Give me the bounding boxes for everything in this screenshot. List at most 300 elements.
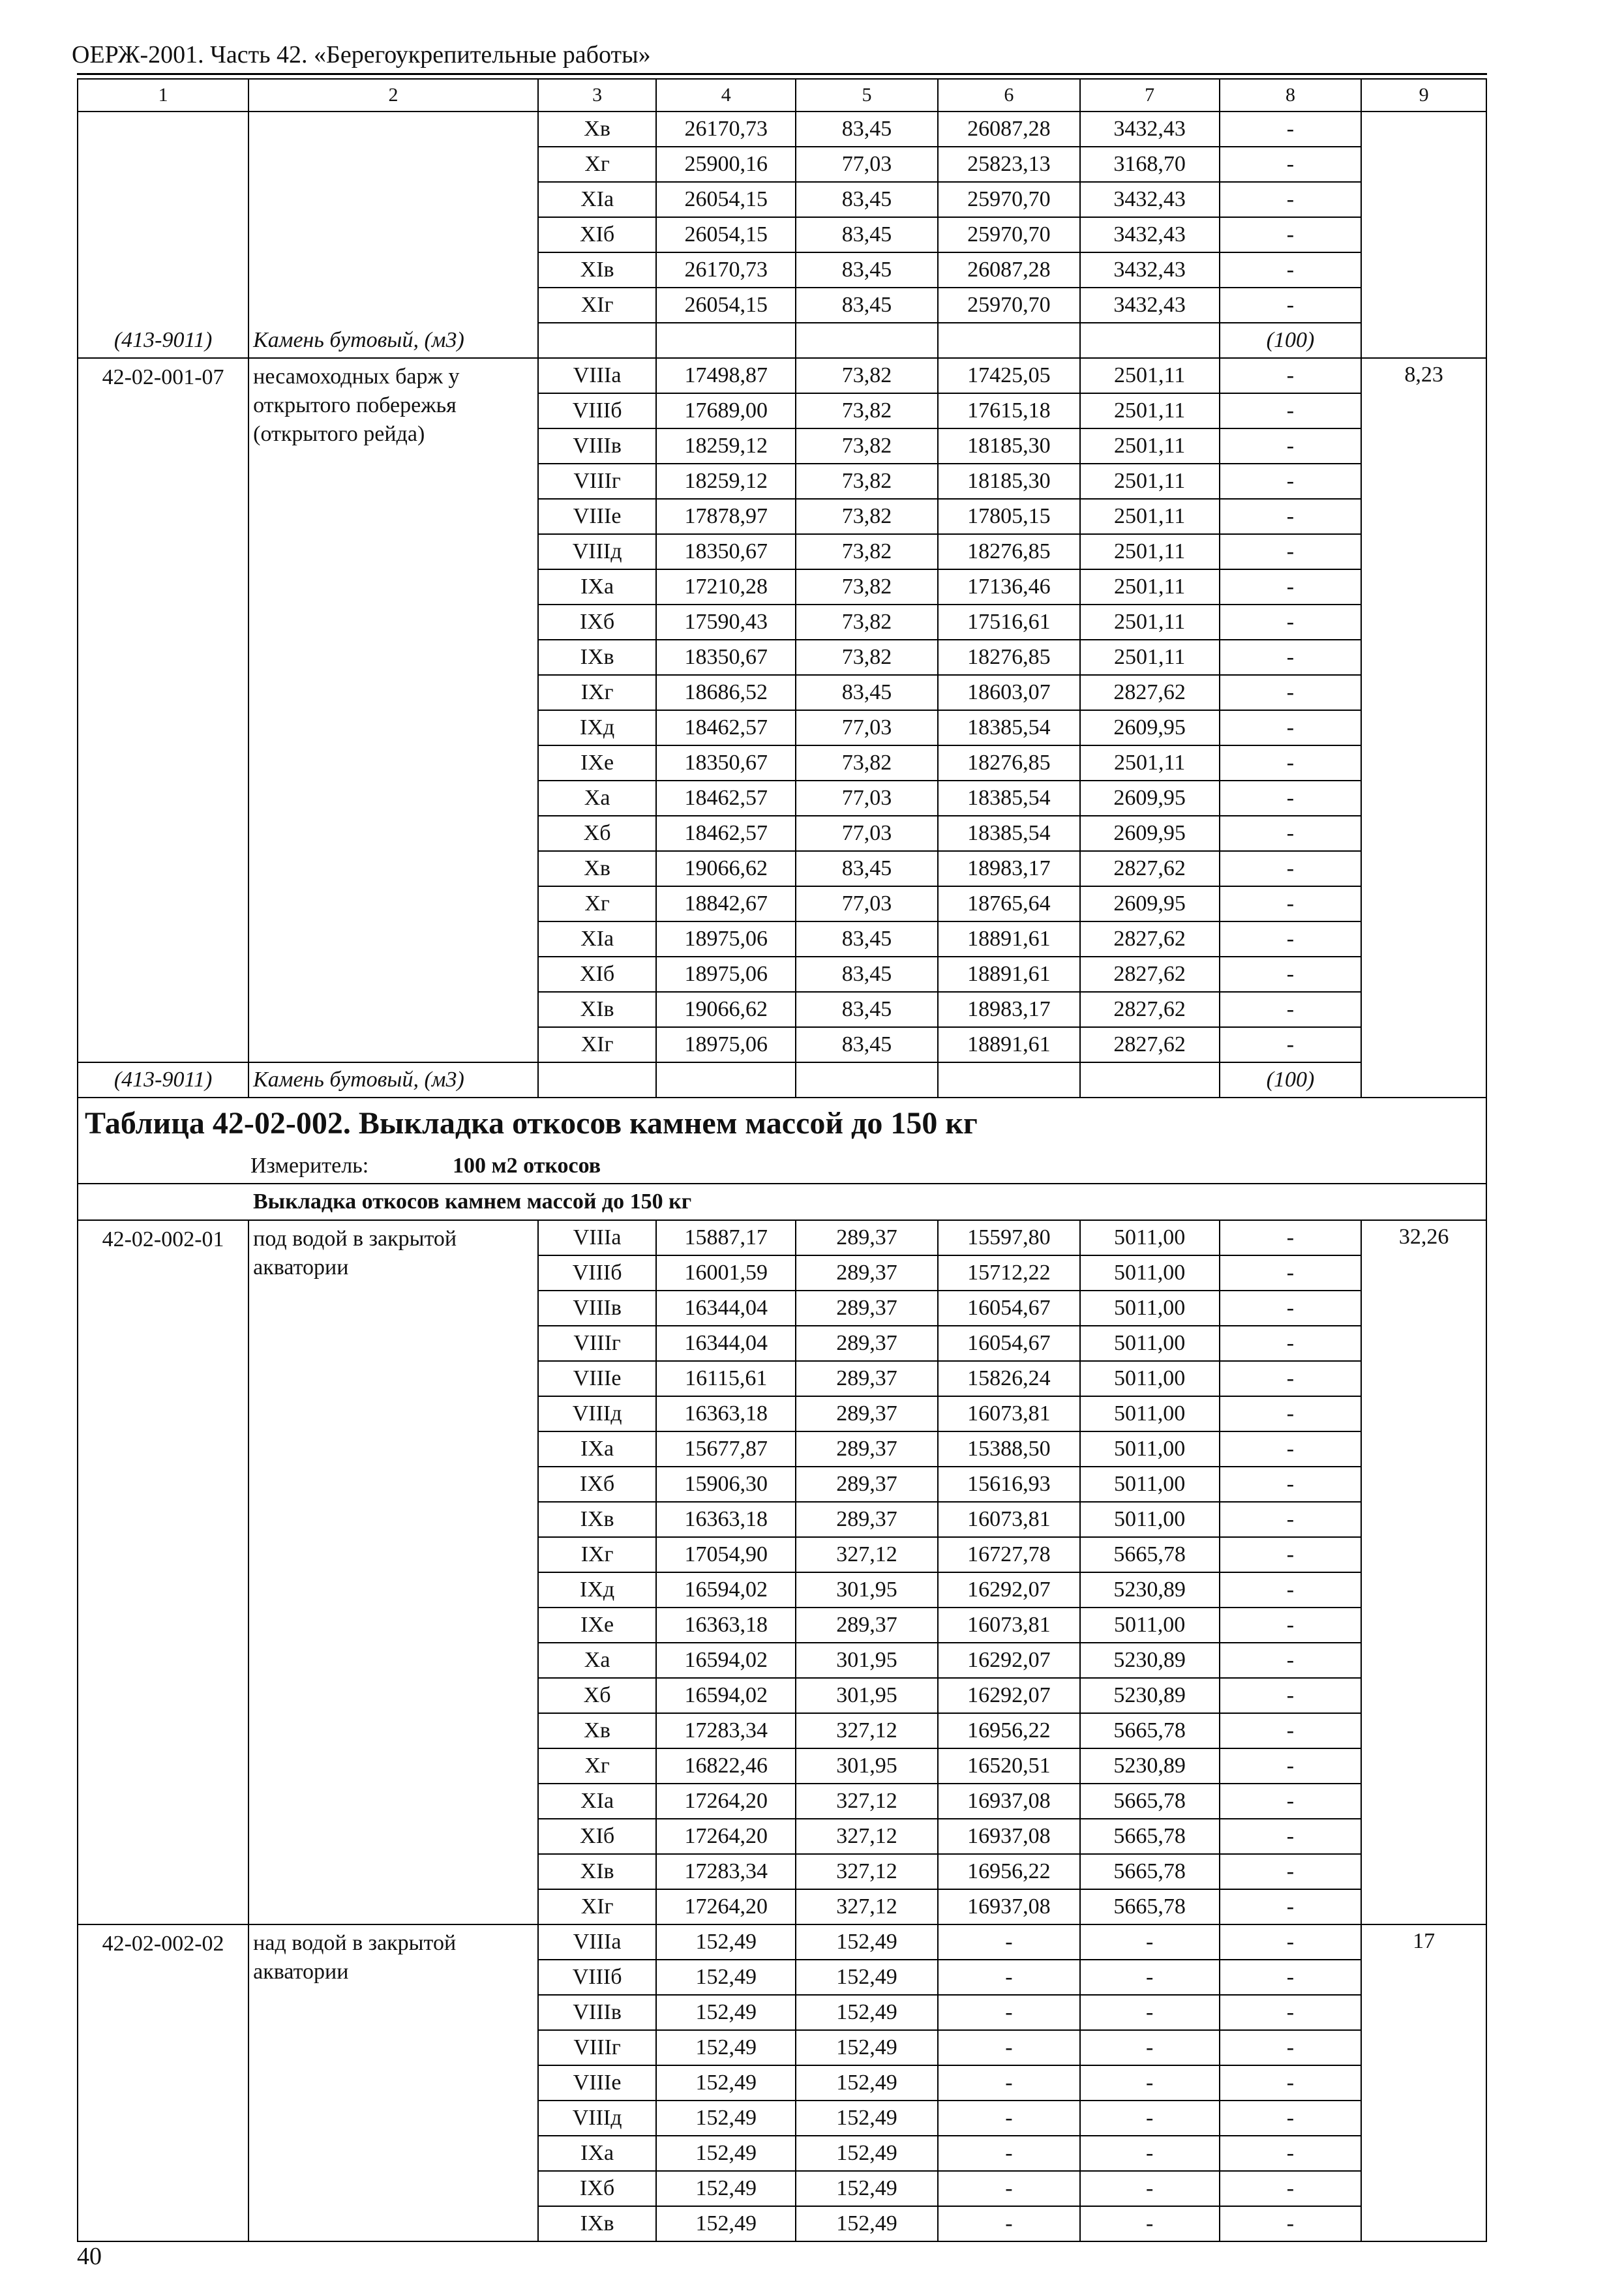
materials-cell: - xyxy=(1220,1819,1362,1854)
region-cell: VIIIе xyxy=(538,2065,657,2101)
rate-description-cell xyxy=(248,112,538,323)
machinists-wages-cell: 2501,11 xyxy=(1080,640,1220,675)
machinists-wages-cell: 3168,70 xyxy=(1080,147,1220,182)
wages-cell: 77,03 xyxy=(796,710,938,745)
total-cost-cell: 16594,02 xyxy=(656,1572,796,1608)
materials-cell: - xyxy=(1220,1467,1362,1502)
total-cost-cell: 152,49 xyxy=(656,2101,796,2136)
machinists-wages-cell: 2827,62 xyxy=(1080,675,1220,710)
region-cell: VIIIв xyxy=(538,1995,657,2030)
machines-cell: - xyxy=(938,2030,1080,2065)
total-cost-cell: 16115,61 xyxy=(656,1361,796,1396)
wages-cell: 83,45 xyxy=(796,675,938,710)
materials-cell: - xyxy=(1220,252,1362,288)
total-cost-cell: 152,49 xyxy=(656,2030,796,2065)
resource-blank-cell xyxy=(656,1062,796,1098)
wages-cell: 77,03 xyxy=(796,147,938,182)
wages-cell: 152,49 xyxy=(796,2030,938,2065)
region-cell: VIIIд xyxy=(538,534,657,569)
region-cell: XIа xyxy=(538,1784,657,1819)
materials-cell: - xyxy=(1220,1889,1362,1924)
machinists-wages-cell: 2501,11 xyxy=(1080,393,1220,428)
region-cell: XIв xyxy=(538,252,657,288)
machinists-wages-cell: 2501,11 xyxy=(1080,605,1220,640)
table-row xyxy=(78,358,1486,393)
wages-cell: 152,49 xyxy=(796,2136,938,2171)
region-cell: VIIIг xyxy=(538,2030,657,2065)
materials-cell: - xyxy=(1220,1431,1362,1467)
machines-cell: 25970,70 xyxy=(938,288,1080,323)
column-number-cell: 4 xyxy=(656,79,796,112)
materials-cell: - xyxy=(1220,1748,1362,1784)
machinists-wages-cell: 2501,11 xyxy=(1080,534,1220,569)
total-cost-cell: 26170,73 xyxy=(656,112,796,147)
wages-cell: 83,45 xyxy=(796,112,938,147)
wages-cell: 289,37 xyxy=(796,1255,938,1291)
region-cell: XIа xyxy=(538,921,657,957)
machinists-wages-cell: - xyxy=(1080,2136,1220,2171)
machines-cell: 18983,17 xyxy=(938,851,1080,886)
resource-code-cell: (413-9011) xyxy=(78,323,248,358)
machines-cell: 18603,07 xyxy=(938,675,1080,710)
wages-cell: 83,45 xyxy=(796,992,938,1027)
meter-value: 100 м2 откосов xyxy=(453,1154,601,1178)
materials-cell: - xyxy=(1220,957,1362,992)
wages-cell: 327,12 xyxy=(796,1854,938,1889)
machines-cell: 16292,07 xyxy=(938,1678,1080,1713)
region-cell: IXе xyxy=(538,1608,657,1643)
region-cell: IXд xyxy=(538,1572,657,1608)
total-cost-cell: 16594,02 xyxy=(656,1678,796,1713)
machines-cell: 16073,81 xyxy=(938,1608,1080,1643)
region-cell: XIб xyxy=(538,1819,657,1854)
region-cell: IXб xyxy=(538,2171,657,2206)
region-cell: IXа xyxy=(538,569,657,605)
machinists-wages-cell: - xyxy=(1080,2101,1220,2136)
machines-cell: 18185,30 xyxy=(938,464,1080,499)
region-cell: IXв xyxy=(538,1502,657,1537)
wages-cell: 73,82 xyxy=(796,534,938,569)
wages-cell: 77,03 xyxy=(796,886,938,921)
materials-cell: - xyxy=(1220,886,1362,921)
materials-cell: - xyxy=(1220,640,1362,675)
section-row xyxy=(78,1184,1486,1220)
machines-cell: 18385,54 xyxy=(938,816,1080,851)
wages-cell: 327,12 xyxy=(796,1889,938,1924)
machines-cell: 15616,93 xyxy=(938,1467,1080,1502)
wages-cell: 83,45 xyxy=(796,182,938,217)
total-cost-cell: 19066,62 xyxy=(656,992,796,1027)
rate-description-cell: над водой в закрытой акватории xyxy=(248,1924,538,2241)
wages-cell: 73,82 xyxy=(796,464,938,499)
region-cell: XIб xyxy=(538,217,657,252)
page-header-title: ОЕРЖ-2001. Часть 42. «Берегоукрепительные работы» xyxy=(72,41,651,68)
total-cost-cell: 26170,73 xyxy=(656,252,796,288)
materials-cell: - xyxy=(1220,1572,1362,1608)
materials-cell: - xyxy=(1220,745,1362,781)
machinists-wages-cell: 2501,11 xyxy=(1080,569,1220,605)
materials-cell: - xyxy=(1220,1608,1362,1643)
machinists-wages-cell: - xyxy=(1080,2065,1220,2101)
materials-cell: - xyxy=(1220,781,1362,816)
materials-cell: - xyxy=(1220,1960,1362,1995)
machinists-wages-cell: 2609,95 xyxy=(1080,886,1220,921)
machinists-wages-cell: 3432,43 xyxy=(1080,288,1220,323)
machinists-wages-cell: 2827,62 xyxy=(1080,851,1220,886)
machinists-wages-cell: 5665,78 xyxy=(1080,1819,1220,1854)
materials-cell: - xyxy=(1220,1784,1362,1819)
machinists-wages-cell: 5230,89 xyxy=(1080,1572,1220,1608)
total-cost-cell: 17054,90 xyxy=(656,1537,796,1572)
wages-cell: 83,45 xyxy=(796,921,938,957)
region-cell: VIIIе xyxy=(538,1361,657,1396)
machinists-wages-cell: 5011,00 xyxy=(1080,1361,1220,1396)
machines-cell: 18891,61 xyxy=(938,921,1080,957)
region-cell: IXб xyxy=(538,605,657,640)
region-cell: VIIIа xyxy=(538,1924,657,1960)
region-cell: IXг xyxy=(538,1537,657,1572)
materials-cell: - xyxy=(1220,2136,1362,2171)
total-cost-cell: 15887,17 xyxy=(656,1220,796,1255)
total-cost-cell: 16363,18 xyxy=(656,1502,796,1537)
machinists-wages-cell: 2827,62 xyxy=(1080,1027,1220,1062)
machinists-wages-cell: 5011,00 xyxy=(1080,1326,1220,1361)
machines-cell: 18385,54 xyxy=(938,710,1080,745)
total-cost-cell: 18462,57 xyxy=(656,710,796,745)
region-cell: XIв xyxy=(538,992,657,1027)
region-cell: VIIIб xyxy=(538,1255,657,1291)
materials-cell: - xyxy=(1220,1326,1362,1361)
machinists-wages-cell: 5011,00 xyxy=(1080,1467,1220,1502)
total-cost-cell: 17264,20 xyxy=(656,1819,796,1854)
machinists-wages-cell: - xyxy=(1080,1960,1220,1995)
wages-cell: 83,45 xyxy=(796,252,938,288)
region-cell: VIIIв xyxy=(538,1291,657,1326)
total-cost-cell: 19066,62 xyxy=(656,851,796,886)
region-cell: XIв xyxy=(538,1854,657,1889)
resource-blank-cell xyxy=(938,1062,1080,1098)
region-cell: IXд xyxy=(538,710,657,745)
machinists-wages-cell: 5665,78 xyxy=(1080,1784,1220,1819)
table-title-row xyxy=(78,1098,1486,1149)
meter-cell xyxy=(78,1149,1486,1184)
machinists-wages-cell: 5011,00 xyxy=(1080,1502,1220,1537)
total-cost-cell: 152,49 xyxy=(656,2065,796,2101)
wages-cell: 77,03 xyxy=(796,781,938,816)
region-cell: Xв xyxy=(538,1713,657,1748)
machinists-wages-cell: 2609,95 xyxy=(1080,710,1220,745)
machinists-wages-cell: 2827,62 xyxy=(1080,957,1220,992)
machines-cell: 16292,07 xyxy=(938,1643,1080,1678)
machinists-wages-cell: - xyxy=(1080,1924,1220,1960)
resource-blank-cell xyxy=(796,323,938,358)
total-cost-cell: 18259,12 xyxy=(656,464,796,499)
materials-cell: - xyxy=(1220,1220,1362,1255)
machines-cell: 18765,64 xyxy=(938,886,1080,921)
machinists-wages-cell: 2501,11 xyxy=(1080,745,1220,781)
column-number-cell: 5 xyxy=(796,79,938,112)
total-cost-cell: 16594,02 xyxy=(656,1643,796,1678)
machinists-wages-cell: 5665,78 xyxy=(1080,1889,1220,1924)
wages-cell: 289,37 xyxy=(796,1326,938,1361)
total-cost-cell: 152,49 xyxy=(656,1924,796,1960)
resource-blank-cell xyxy=(538,323,657,358)
region-cell: Xа xyxy=(538,1643,657,1678)
total-cost-cell: 18462,57 xyxy=(656,816,796,851)
region-cell: IXг xyxy=(538,675,657,710)
resource-row xyxy=(78,323,1486,358)
machines-cell: - xyxy=(938,2206,1080,2241)
column-number-cell: 8 xyxy=(1220,79,1362,112)
machines-cell: 17615,18 xyxy=(938,393,1080,428)
materials-cell: - xyxy=(1220,358,1362,393)
wages-cell: 152,49 xyxy=(796,2101,938,2136)
materials-cell: - xyxy=(1220,534,1362,569)
wages-cell: 73,82 xyxy=(796,499,938,534)
materials-cell: - xyxy=(1220,288,1362,323)
materials-cell: - xyxy=(1220,1995,1362,2030)
column-number-cell: 7 xyxy=(1080,79,1220,112)
rate-description-cell: под водой в закрытой акватории xyxy=(248,1220,538,1924)
column-number-cell: 3 xyxy=(538,79,657,112)
wages-cell: 73,82 xyxy=(796,428,938,464)
total-cost-cell: 15906,30 xyxy=(656,1467,796,1502)
machines-cell: 18983,17 xyxy=(938,992,1080,1027)
machines-cell: 16073,81 xyxy=(938,1396,1080,1431)
machinists-wages-cell: 2501,11 xyxy=(1080,464,1220,499)
region-cell: IXа xyxy=(538,2136,657,2171)
machines-cell: 16073,81 xyxy=(938,1502,1080,1537)
region-cell: IXб xyxy=(538,1467,657,1502)
total-cost-cell: 16363,18 xyxy=(656,1608,796,1643)
labor-cost-cell: 8,23 xyxy=(1361,358,1486,1098)
wages-cell: 73,82 xyxy=(796,745,938,781)
machines-cell: 17805,15 xyxy=(938,499,1080,534)
rate-description-cell: несамоходных барж у открытого побережья (открытого рейда) xyxy=(248,358,538,1062)
materials-cell: - xyxy=(1220,112,1362,147)
wages-cell: 152,49 xyxy=(796,1924,938,1960)
total-cost-cell: 17498,87 xyxy=(656,358,796,393)
machines-cell: 18276,85 xyxy=(938,534,1080,569)
column-number-row xyxy=(78,79,1486,112)
wages-cell: 73,82 xyxy=(796,605,938,640)
machines-cell: 16937,08 xyxy=(938,1889,1080,1924)
wages-cell: 289,37 xyxy=(796,1431,938,1467)
column-number-cell: 2 xyxy=(248,79,538,112)
total-cost-cell: 17264,20 xyxy=(656,1784,796,1819)
materials-cell: - xyxy=(1220,1537,1362,1572)
materials-cell: - xyxy=(1220,393,1362,428)
machinists-wages-cell: 2501,11 xyxy=(1080,428,1220,464)
machines-cell: 17516,61 xyxy=(938,605,1080,640)
machinists-wages-cell: 5011,00 xyxy=(1080,1431,1220,1467)
machinists-wages-cell: - xyxy=(1080,2206,1220,2241)
wages-cell: 327,12 xyxy=(796,1819,938,1854)
total-cost-cell: 152,49 xyxy=(656,1960,796,1995)
wages-cell: 289,37 xyxy=(796,1502,938,1537)
region-cell: VIIIв xyxy=(538,428,657,464)
column-number-cell: 1 xyxy=(78,79,248,112)
machines-cell: 16054,67 xyxy=(938,1326,1080,1361)
machines-cell: 18185,30 xyxy=(938,428,1080,464)
region-cell: Xг xyxy=(538,886,657,921)
materials-cell: - xyxy=(1220,1396,1362,1431)
wages-cell: 83,45 xyxy=(796,288,938,323)
page-number: 40 xyxy=(77,2243,102,2270)
total-cost-cell: 17590,43 xyxy=(656,605,796,640)
total-cost-cell: 152,49 xyxy=(656,1995,796,2030)
region-cell: XIа xyxy=(538,182,657,217)
machines-cell: 16937,08 xyxy=(938,1819,1080,1854)
machinists-wages-cell: 5011,00 xyxy=(1080,1608,1220,1643)
materials-cell: - xyxy=(1220,217,1362,252)
region-cell: VIIIд xyxy=(538,2101,657,2136)
materials-cell: - xyxy=(1220,147,1362,182)
wages-cell: 83,45 xyxy=(796,1027,938,1062)
total-cost-cell: 18462,57 xyxy=(656,781,796,816)
machinists-wages-cell: 2827,62 xyxy=(1080,992,1220,1027)
region-cell: XIг xyxy=(538,1027,657,1062)
total-cost-cell: 18975,06 xyxy=(656,921,796,957)
labor-cost-cell xyxy=(1361,112,1486,358)
wages-cell: 152,49 xyxy=(796,2171,938,2206)
materials-cell: - xyxy=(1220,1854,1362,1889)
wages-cell: 289,37 xyxy=(796,1467,938,1502)
machinists-wages-cell: 5011,00 xyxy=(1080,1396,1220,1431)
region-cell: XIг xyxy=(538,288,657,323)
wages-cell: 327,12 xyxy=(796,1537,938,1572)
table-row xyxy=(78,1924,1486,1960)
total-cost-cell: 16822,46 xyxy=(656,1748,796,1784)
rate-code-cell: 42-02-001-07 xyxy=(78,358,248,1062)
machinists-wages-cell: 5665,78 xyxy=(1080,1537,1220,1572)
wages-cell: 301,95 xyxy=(796,1748,938,1784)
total-cost-cell: 18975,06 xyxy=(656,1027,796,1062)
meter-label: Измеритель: xyxy=(250,1154,369,1178)
resource-blank-cell xyxy=(656,323,796,358)
total-cost-cell: 18350,67 xyxy=(656,640,796,675)
total-cost-cell: 17283,34 xyxy=(656,1854,796,1889)
materials-cell: - xyxy=(1220,816,1362,851)
wages-cell: 152,49 xyxy=(796,2065,938,2101)
materials-cell: - xyxy=(1220,499,1362,534)
materials-cell: - xyxy=(1220,1643,1362,1678)
resource-blank-cell xyxy=(938,323,1080,358)
resource-blank-cell xyxy=(1080,323,1220,358)
materials-cell: - xyxy=(1220,2171,1362,2206)
machines-cell: - xyxy=(938,2171,1080,2206)
region-cell: VIIIб xyxy=(538,1960,657,1995)
machines-cell: 15388,50 xyxy=(938,1431,1080,1467)
total-cost-cell: 152,49 xyxy=(656,2206,796,2241)
column-number-cell: 6 xyxy=(938,79,1080,112)
total-cost-cell: 26054,15 xyxy=(656,217,796,252)
total-cost-cell: 17878,97 xyxy=(656,499,796,534)
machines-cell: - xyxy=(938,2065,1080,2101)
machines-cell: 18891,61 xyxy=(938,957,1080,992)
materials-cell: - xyxy=(1220,992,1362,1027)
materials-cell: - xyxy=(1220,1678,1362,1713)
machines-cell: - xyxy=(938,2136,1080,2171)
column-number-cell: 9 xyxy=(1361,79,1486,112)
total-cost-cell: 17283,34 xyxy=(656,1713,796,1748)
machines-cell: 18276,85 xyxy=(938,745,1080,781)
resource-blank-cell xyxy=(1080,1062,1220,1098)
materials-cell: - xyxy=(1220,1502,1362,1537)
region-cell: Xб xyxy=(538,816,657,851)
machinists-wages-cell: 5665,78 xyxy=(1080,1713,1220,1748)
table-title: Таблица 42-02-002. Выкладка откосов камнем массой до 150 кг xyxy=(78,1098,1486,1149)
materials-cell: - xyxy=(1220,921,1362,957)
machines-cell: 16937,08 xyxy=(938,1784,1080,1819)
machines-cell: - xyxy=(938,1924,1080,1960)
machines-cell: 25823,13 xyxy=(938,147,1080,182)
machinists-wages-cell: - xyxy=(1080,2171,1220,2206)
machinists-wages-cell: 2609,95 xyxy=(1080,816,1220,851)
region-cell: IXе xyxy=(538,745,657,781)
wages-cell: 73,82 xyxy=(796,569,938,605)
resource-blank-cell xyxy=(538,1062,657,1098)
materials-cell: - xyxy=(1220,2065,1362,2101)
resource-name-cell: Камень бутовый, (м3) xyxy=(248,1062,538,1098)
machines-cell: 16727,78 xyxy=(938,1537,1080,1572)
resource-amount-cell: (100) xyxy=(1220,323,1362,358)
machines-cell: 15826,24 xyxy=(938,1361,1080,1396)
rate-code-cell: 42-02-002-01 xyxy=(78,1220,248,1924)
wages-cell: 83,45 xyxy=(796,851,938,886)
machines-cell: 26087,28 xyxy=(938,252,1080,288)
total-cost-cell: 26054,15 xyxy=(656,288,796,323)
table-row xyxy=(78,1220,1486,1255)
machines-cell: 17425,05 xyxy=(938,358,1080,393)
wages-cell: 289,37 xyxy=(796,1361,938,1396)
machines-cell: - xyxy=(938,2101,1080,2136)
materials-cell: - xyxy=(1220,1291,1362,1326)
machines-cell: 17136,46 xyxy=(938,569,1080,605)
wages-cell: 289,37 xyxy=(796,1291,938,1326)
machinists-wages-cell: 5011,00 xyxy=(1080,1291,1220,1326)
machines-cell: 16292,07 xyxy=(938,1572,1080,1608)
machinists-wages-cell: 5665,78 xyxy=(1080,1854,1220,1889)
materials-cell: - xyxy=(1220,1713,1362,1748)
machinists-wages-cell: 3432,43 xyxy=(1080,112,1220,147)
total-cost-cell: 16344,04 xyxy=(656,1291,796,1326)
machines-cell: - xyxy=(938,1960,1080,1995)
machines-cell: 25970,70 xyxy=(938,182,1080,217)
section-title: Выкладка откосов камнем массой до 150 кг xyxy=(78,1184,1486,1220)
machinists-wages-cell: 5230,89 xyxy=(1080,1678,1220,1713)
meter-row xyxy=(78,1149,1486,1184)
region-cell: VIIIе xyxy=(538,499,657,534)
resource-row xyxy=(78,1062,1486,1098)
machinists-wages-cell: 3432,43 xyxy=(1080,252,1220,288)
region-cell: Xг xyxy=(538,147,657,182)
materials-cell: - xyxy=(1220,1255,1362,1291)
materials-cell: - xyxy=(1220,182,1362,217)
wages-cell: 327,12 xyxy=(796,1713,938,1748)
labor-cost-cell: 32,26 xyxy=(1361,1220,1486,1924)
region-cell: VIIIа xyxy=(538,1220,657,1255)
materials-cell: - xyxy=(1220,2206,1362,2241)
region-cell: Xв xyxy=(538,112,657,147)
total-cost-cell: 15677,87 xyxy=(656,1431,796,1467)
region-cell: IXа xyxy=(538,1431,657,1467)
machinists-wages-cell: 5011,00 xyxy=(1080,1255,1220,1291)
machinists-wages-cell: - xyxy=(1080,1995,1220,2030)
total-cost-cell: 25900,16 xyxy=(656,147,796,182)
wages-cell: 83,45 xyxy=(796,217,938,252)
region-cell: Xв xyxy=(538,851,657,886)
